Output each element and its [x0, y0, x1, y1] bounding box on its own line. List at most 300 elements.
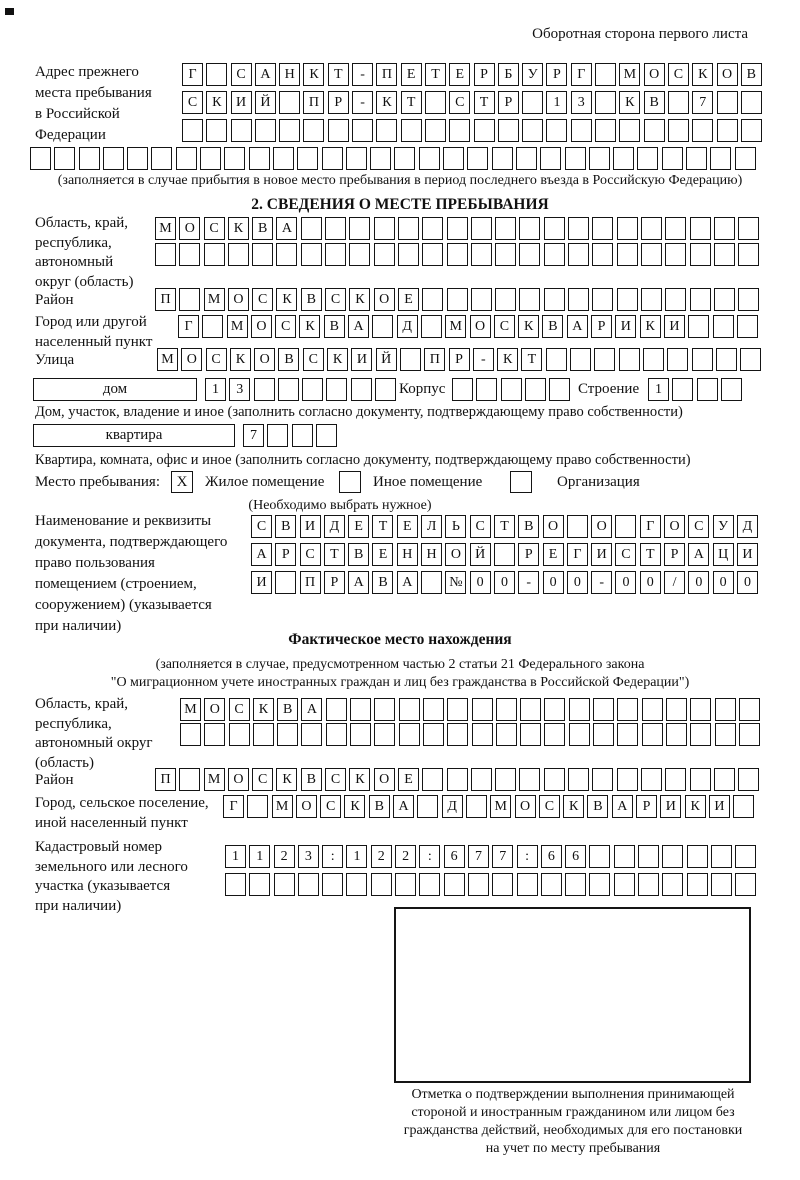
char-cell[interactable]: К [253, 698, 274, 721]
char-cell[interactable] [474, 119, 495, 142]
char-cell[interactable] [492, 873, 513, 896]
char-cell[interactable] [316, 424, 337, 447]
char-cell[interactable] [544, 217, 565, 240]
char-cell[interactable] [247, 795, 268, 818]
char-cell[interactable]: / [664, 571, 685, 594]
char-cell[interactable]: В [275, 515, 296, 538]
char-cell[interactable] [351, 378, 372, 401]
char-cell[interactable]: Е [372, 543, 393, 566]
char-cell[interactable]: О [374, 768, 395, 791]
char-cell[interactable] [519, 768, 540, 791]
char-cell[interactable] [423, 698, 444, 721]
char-cell[interactable] [501, 378, 522, 401]
char-cell[interactable]: - [473, 348, 494, 371]
char-cell[interactable]: Р [498, 91, 519, 114]
char-cell[interactable]: М [272, 795, 293, 818]
char-cell[interactable] [274, 873, 295, 896]
char-cell[interactable] [565, 873, 586, 896]
char-cell[interactable] [568, 288, 589, 311]
char-cell[interactable]: С [325, 288, 346, 311]
char-cell[interactable]: М [204, 288, 225, 311]
char-cell[interactable]: К [518, 315, 539, 338]
char-cell[interactable] [297, 147, 318, 170]
char-cell[interactable] [517, 873, 538, 896]
char-cell[interactable]: Р [324, 571, 345, 594]
char-cell[interactable] [617, 698, 638, 721]
char-cell[interactable] [565, 147, 586, 170]
char-cell[interactable]: О [644, 63, 665, 86]
char-cell[interactable] [419, 147, 440, 170]
char-cell[interactable]: У [713, 515, 734, 538]
char-cell[interactable]: М [619, 63, 640, 86]
char-cell[interactable] [496, 698, 517, 721]
char-cell[interactable]: О [204, 698, 225, 721]
char-cell[interactable]: В [277, 698, 298, 721]
char-cell[interactable]: 0 [713, 571, 734, 594]
char-cell[interactable] [690, 723, 711, 746]
char-cell[interactable]: 3 [229, 378, 250, 401]
char-cell[interactable] [495, 768, 516, 791]
char-cell[interactable]: 3 [571, 91, 592, 114]
char-cell[interactable] [229, 723, 250, 746]
char-cell[interactable] [688, 315, 709, 338]
char-cell[interactable]: В [301, 288, 322, 311]
char-cell[interactable] [716, 348, 737, 371]
char-cell[interactable] [421, 315, 442, 338]
char-cell[interactable] [496, 723, 517, 746]
char-cell[interactable]: О [228, 768, 249, 791]
char-cell[interactable] [204, 723, 225, 746]
char-cell[interactable] [298, 873, 319, 896]
char-cell[interactable] [717, 119, 738, 142]
char-cell[interactable]: С [494, 315, 515, 338]
char-cell[interactable] [614, 873, 635, 896]
char-cell[interactable]: С [300, 543, 321, 566]
char-cell[interactable] [690, 768, 711, 791]
char-cell[interactable]: 7 [243, 424, 264, 447]
char-cell[interactable] [399, 723, 420, 746]
char-cell[interactable] [549, 378, 570, 401]
char-cell[interactable]: Т [474, 91, 495, 114]
char-cell[interactable]: Ц [713, 543, 734, 566]
char-cell[interactable]: Т [521, 348, 542, 371]
char-cell[interactable] [447, 288, 468, 311]
char-cell[interactable] [713, 315, 734, 338]
char-cell[interactable]: 2 [371, 845, 392, 868]
char-cell[interactable]: О [591, 515, 612, 538]
char-cell[interactable] [522, 119, 543, 142]
char-cell[interactable] [279, 119, 300, 142]
char-cell[interactable]: Р [449, 348, 470, 371]
char-cell[interactable]: 0 [567, 571, 588, 594]
char-cell[interactable] [30, 147, 51, 170]
char-cell[interactable]: К [230, 348, 251, 371]
char-cell[interactable] [641, 217, 662, 240]
char-cell[interactable]: А [276, 217, 297, 240]
char-cell[interactable] [249, 147, 270, 170]
char-cell[interactable]: К [349, 768, 370, 791]
char-cell[interactable]: К [640, 315, 661, 338]
char-cell[interactable] [151, 147, 172, 170]
char-cell[interactable] [253, 723, 274, 746]
char-cell[interactable]: М [445, 315, 466, 338]
char-cell[interactable]: Т [494, 515, 515, 538]
char-cell[interactable]: К [276, 288, 297, 311]
char-cell[interactable] [733, 795, 754, 818]
char-cell[interactable]: Д [324, 515, 345, 538]
char-cell[interactable] [595, 119, 616, 142]
char-cell[interactable]: К [303, 63, 324, 86]
char-cell[interactable] [525, 378, 546, 401]
char-cell[interactable]: Г [640, 515, 661, 538]
char-cell[interactable] [668, 91, 689, 114]
char-cell[interactable] [422, 217, 443, 240]
char-cell[interactable]: М [490, 795, 511, 818]
char-cell[interactable]: К [344, 795, 365, 818]
char-cell[interactable] [225, 873, 246, 896]
char-cell[interactable] [254, 378, 275, 401]
char-cell[interactable] [350, 698, 371, 721]
char-cell[interactable]: А [567, 315, 588, 338]
char-cell[interactable] [541, 873, 562, 896]
char-cell[interactable] [206, 63, 227, 86]
char-cell[interactable]: Г [567, 543, 588, 566]
char-cell[interactable]: С [688, 515, 709, 538]
char-cell[interactable] [665, 768, 686, 791]
char-cell[interactable] [277, 723, 298, 746]
char-cell[interactable] [592, 288, 613, 311]
char-cell[interactable] [399, 698, 420, 721]
char-cell[interactable] [422, 288, 443, 311]
char-cell[interactable] [714, 243, 735, 266]
char-cell[interactable] [326, 723, 347, 746]
char-cell[interactable]: К [276, 768, 297, 791]
char-cell[interactable]: И [231, 91, 252, 114]
char-cell[interactable]: И [737, 543, 758, 566]
char-cell[interactable] [690, 217, 711, 240]
char-cell[interactable]: С [668, 63, 689, 86]
char-cell[interactable] [267, 424, 288, 447]
char-cell[interactable] [346, 147, 367, 170]
char-cell[interactable] [278, 378, 299, 401]
char-cell[interactable] [471, 243, 492, 266]
char-cell[interactable]: И [709, 795, 730, 818]
char-cell[interactable]: В [372, 571, 393, 594]
char-cell[interactable]: О [374, 288, 395, 311]
char-cell[interactable]: О [254, 348, 275, 371]
char-cell[interactable] [641, 243, 662, 266]
char-cell[interactable] [666, 723, 687, 746]
char-cell[interactable]: № [445, 571, 466, 594]
char-cell[interactable] [594, 348, 615, 371]
char-cell[interactable] [544, 243, 565, 266]
char-cell[interactable] [374, 217, 395, 240]
char-cell[interactable] [326, 698, 347, 721]
char-cell[interactable] [735, 845, 756, 868]
char-cell[interactable]: О [717, 63, 738, 86]
char-cell[interactable] [374, 723, 395, 746]
char-cell[interactable]: К [299, 315, 320, 338]
char-cell[interactable]: Т [328, 63, 349, 86]
char-cell[interactable]: В [252, 217, 273, 240]
char-cell[interactable]: И [300, 515, 321, 538]
char-cell[interactable] [690, 698, 711, 721]
char-cell[interactable]: 0 [640, 571, 661, 594]
char-cell[interactable]: Н [421, 543, 442, 566]
checkbox-other-premises[interactable] [339, 471, 361, 493]
char-cell[interactable] [711, 873, 732, 896]
char-cell[interactable] [346, 873, 367, 896]
char-cell[interactable]: К [685, 795, 706, 818]
char-cell[interactable] [322, 147, 343, 170]
char-cell[interactable] [592, 243, 613, 266]
char-cell[interactable] [447, 723, 468, 746]
char-cell[interactable]: Т [372, 515, 393, 538]
char-cell[interactable]: В [369, 795, 390, 818]
char-cell[interactable]: Т [640, 543, 661, 566]
char-cell[interactable]: Г [223, 795, 244, 818]
char-cell[interactable]: К [619, 91, 640, 114]
char-cell[interactable]: В [518, 515, 539, 538]
char-cell[interactable] [665, 217, 686, 240]
char-cell[interactable]: Е [543, 543, 564, 566]
char-cell[interactable] [447, 768, 468, 791]
char-cell[interactable] [569, 698, 590, 721]
char-cell[interactable]: Т [324, 543, 345, 566]
char-cell[interactable] [617, 768, 638, 791]
char-cell[interactable]: С [539, 795, 560, 818]
char-cell[interactable]: 7 [468, 845, 489, 868]
char-cell[interactable] [231, 119, 252, 142]
char-cell[interactable]: Р [636, 795, 657, 818]
char-cell[interactable] [589, 147, 610, 170]
char-cell[interactable] [738, 243, 759, 266]
char-cell[interactable] [492, 147, 513, 170]
char-cell[interactable]: Г [182, 63, 203, 86]
char-cell[interactable]: В [542, 315, 563, 338]
char-cell[interactable] [589, 845, 610, 868]
char-cell[interactable]: А [397, 571, 418, 594]
char-cell[interactable]: К [228, 217, 249, 240]
char-cell[interactable] [495, 217, 516, 240]
char-cell[interactable]: : [419, 845, 440, 868]
char-cell[interactable]: Е [398, 288, 419, 311]
char-cell[interactable]: 1 [225, 845, 246, 868]
char-cell[interactable]: О [181, 348, 202, 371]
char-cell[interactable] [619, 348, 640, 371]
char-cell[interactable]: С [252, 288, 273, 311]
char-cell[interactable] [302, 378, 323, 401]
char-cell[interactable]: Т [425, 63, 446, 86]
char-cell[interactable] [54, 147, 75, 170]
char-cell[interactable]: Р [546, 63, 567, 86]
char-cell[interactable]: 1 [648, 378, 669, 401]
char-cell[interactable] [452, 378, 473, 401]
char-cell[interactable] [546, 348, 567, 371]
char-cell[interactable] [176, 147, 197, 170]
char-cell[interactable] [715, 698, 736, 721]
char-cell[interactable] [692, 348, 713, 371]
char-cell[interactable]: В [324, 315, 345, 338]
char-cell[interactable]: - [591, 571, 612, 594]
char-cell[interactable] [352, 119, 373, 142]
char-cell[interactable]: В [741, 63, 762, 86]
char-cell[interactable]: И [664, 315, 685, 338]
char-cell[interactable] [641, 288, 662, 311]
char-cell[interactable] [127, 147, 148, 170]
char-cell[interactable] [516, 147, 537, 170]
char-cell[interactable]: А [251, 543, 272, 566]
char-cell[interactable]: С [303, 348, 324, 371]
char-cell[interactable]: О [515, 795, 536, 818]
char-cell[interactable] [739, 723, 760, 746]
char-cell[interactable] [665, 288, 686, 311]
char-cell[interactable] [202, 315, 223, 338]
char-cell[interactable] [179, 768, 200, 791]
char-cell[interactable] [494, 543, 515, 566]
char-cell[interactable] [498, 119, 519, 142]
char-cell[interactable] [371, 873, 392, 896]
char-cell[interactable] [617, 723, 638, 746]
char-cell[interactable] [662, 873, 683, 896]
char-cell[interactable]: 1 [346, 845, 367, 868]
char-cell[interactable] [401, 119, 422, 142]
char-cell[interactable]: В [587, 795, 608, 818]
char-cell[interactable] [687, 873, 708, 896]
char-cell[interactable] [421, 571, 442, 594]
char-cell[interactable]: 2 [395, 845, 416, 868]
char-cell[interactable] [642, 723, 663, 746]
char-cell[interactable]: С [275, 315, 296, 338]
char-cell[interactable]: Р [328, 91, 349, 114]
char-cell[interactable] [717, 91, 738, 114]
char-cell[interactable] [617, 217, 638, 240]
char-cell[interactable]: А [301, 698, 322, 721]
char-cell[interactable] [275, 571, 296, 594]
char-cell[interactable] [714, 288, 735, 311]
char-cell[interactable]: С [206, 348, 227, 371]
char-cell[interactable] [546, 119, 567, 142]
char-cell[interactable] [471, 217, 492, 240]
char-cell[interactable] [495, 243, 516, 266]
char-cell[interactable]: О [251, 315, 272, 338]
char-cell[interactable]: М [204, 768, 225, 791]
char-cell[interactable]: 0 [494, 571, 515, 594]
char-cell[interactable] [567, 515, 588, 538]
char-cell[interactable]: Н [397, 543, 418, 566]
char-cell[interactable]: С [252, 768, 273, 791]
char-cell[interactable]: П [303, 91, 324, 114]
char-cell[interactable]: П [376, 63, 397, 86]
char-cell[interactable] [303, 119, 324, 142]
char-cell[interactable] [714, 768, 735, 791]
char-cell[interactable]: К [327, 348, 348, 371]
char-cell[interactable] [467, 147, 488, 170]
char-cell[interactable] [400, 348, 421, 371]
char-cell[interactable] [740, 348, 761, 371]
char-cell[interactable]: О [470, 315, 491, 338]
char-cell[interactable]: К [692, 63, 713, 86]
char-cell[interactable] [79, 147, 100, 170]
char-cell[interactable] [593, 698, 614, 721]
char-cell[interactable] [374, 243, 395, 266]
char-cell[interactable]: 2 [274, 845, 295, 868]
char-cell[interactable] [595, 63, 616, 86]
char-cell[interactable] [224, 147, 245, 170]
char-cell[interactable] [395, 873, 416, 896]
char-cell[interactable]: К [206, 91, 227, 114]
char-cell[interactable] [322, 873, 343, 896]
char-cell[interactable] [615, 515, 636, 538]
char-cell[interactable] [423, 723, 444, 746]
char-cell[interactable]: О [543, 515, 564, 538]
char-cell[interactable] [179, 288, 200, 311]
char-cell[interactable] [643, 348, 664, 371]
char-cell[interactable]: В [644, 91, 665, 114]
char-cell[interactable] [276, 243, 297, 266]
char-cell[interactable] [593, 723, 614, 746]
char-cell[interactable]: Б [498, 63, 519, 86]
char-cell[interactable] [589, 873, 610, 896]
char-cell[interactable]: У [522, 63, 543, 86]
char-cell[interactable] [544, 723, 565, 746]
char-cell[interactable] [519, 217, 540, 240]
char-cell[interactable] [737, 315, 758, 338]
char-cell[interactable]: С [449, 91, 470, 114]
char-cell[interactable] [697, 378, 718, 401]
char-cell[interactable]: 1 [249, 845, 270, 868]
char-cell[interactable] [325, 217, 346, 240]
char-cell[interactable]: 1 [205, 378, 226, 401]
char-cell[interactable]: Р [474, 63, 495, 86]
char-cell[interactable] [425, 91, 446, 114]
char-cell[interactable] [155, 243, 176, 266]
char-cell[interactable]: В [278, 348, 299, 371]
char-cell[interactable]: И [591, 543, 612, 566]
char-cell[interactable]: Р [275, 543, 296, 566]
char-cell[interactable] [638, 845, 659, 868]
char-cell[interactable] [741, 119, 762, 142]
char-cell[interactable] [273, 147, 294, 170]
char-cell[interactable] [738, 768, 759, 791]
char-cell[interactable] [180, 723, 201, 746]
checkbox-organization[interactable] [510, 471, 532, 493]
char-cell[interactable]: М [157, 348, 178, 371]
char-cell[interactable]: Т [401, 91, 422, 114]
char-cell[interactable]: С [470, 515, 491, 538]
char-cell[interactable] [103, 147, 124, 170]
char-cell[interactable]: - [352, 63, 373, 86]
char-cell[interactable] [571, 119, 592, 142]
char-cell[interactable]: К [563, 795, 584, 818]
char-cell[interactable]: Ь [445, 515, 466, 538]
char-cell[interactable] [472, 698, 493, 721]
char-cell[interactable] [443, 147, 464, 170]
char-cell[interactable] [301, 243, 322, 266]
char-cell[interactable] [690, 288, 711, 311]
char-cell[interactable] [255, 119, 276, 142]
char-cell[interactable] [619, 119, 640, 142]
char-cell[interactable]: П [300, 571, 321, 594]
char-cell[interactable] [540, 147, 561, 170]
char-cell[interactable] [692, 119, 713, 142]
char-cell[interactable]: А [612, 795, 633, 818]
char-cell[interactable]: И [660, 795, 681, 818]
char-cell[interactable] [613, 147, 634, 170]
char-cell[interactable] [735, 147, 756, 170]
char-cell[interactable] [570, 348, 591, 371]
char-cell[interactable]: М [155, 217, 176, 240]
